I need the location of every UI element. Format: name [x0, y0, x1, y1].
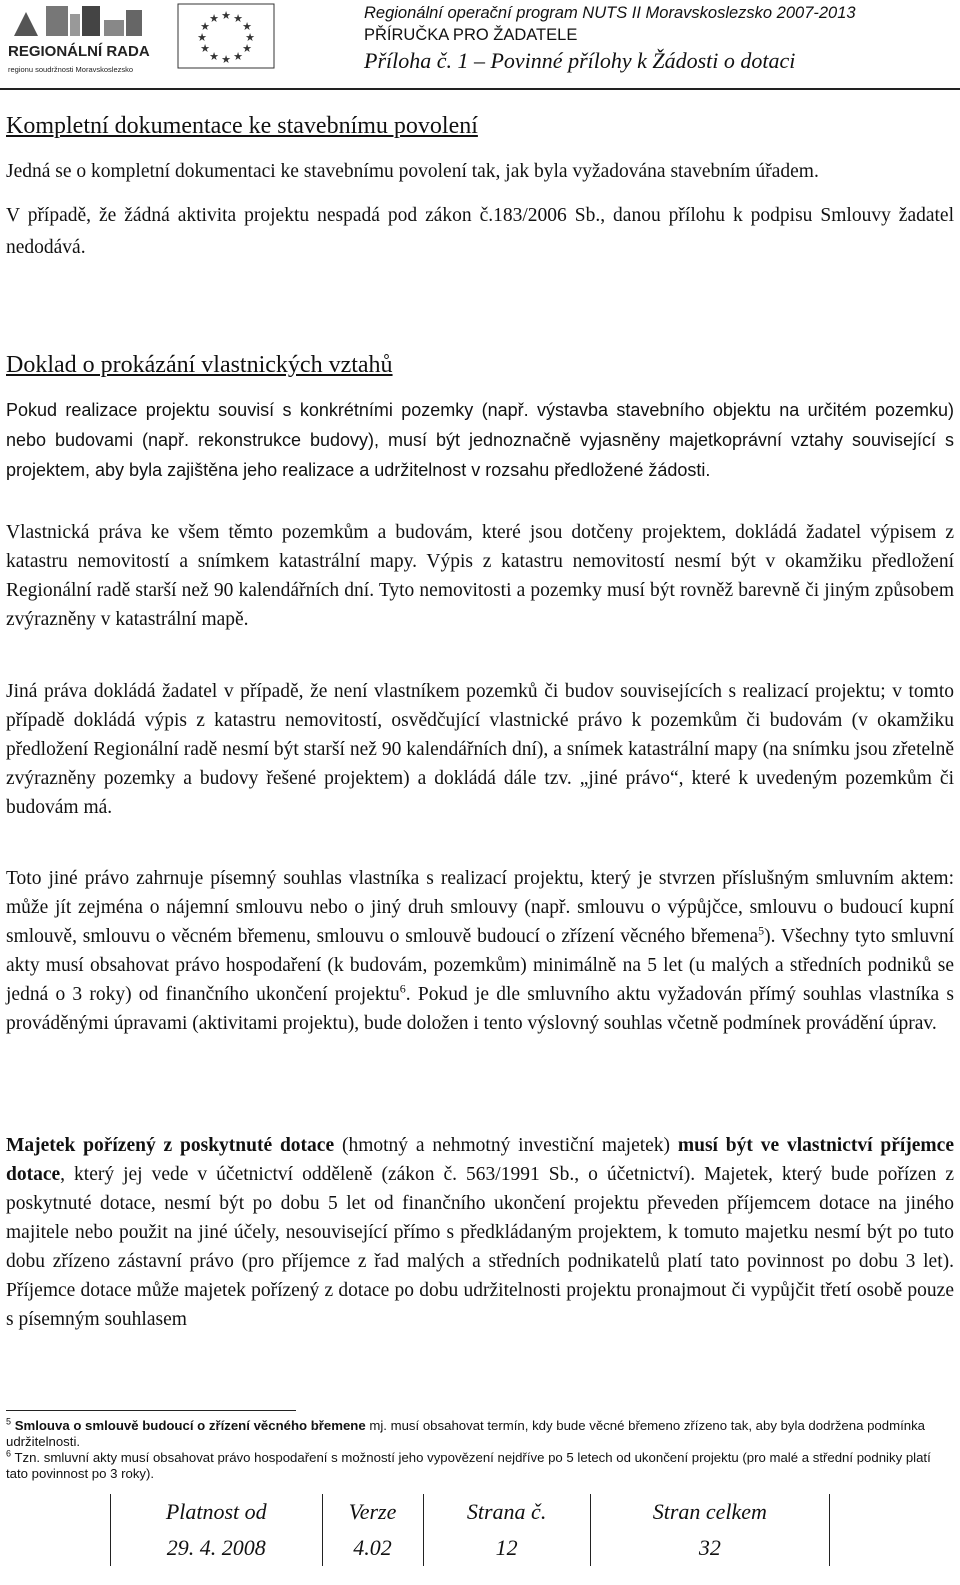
logo-rada-subtitle: regionu soudržnosti Moravskoslezsko	[8, 65, 134, 74]
svg-text:★: ★	[242, 42, 252, 55]
footer-info-table	[110, 1494, 830, 1566]
section-heading: Kompletní dokumentace ke stavebnímu povolení	[6, 113, 478, 139]
svg-text:★: ★	[197, 31, 207, 44]
eu-flag-icon	[176, 2, 276, 70]
footer-label-version: Verze	[322, 1494, 423, 1530]
manual-title: PŘÍRUČKA PRO ŽADATELE	[364, 26, 578, 44]
footnote-ref[interactable]: 6	[399, 981, 406, 996]
svg-text:★: ★	[233, 50, 243, 63]
svg-text:★: ★	[245, 31, 255, 44]
footer-value-page: 12	[423, 1530, 590, 1566]
paragraph: Jiná práva dokládá žadatel v případě, že není vlastníkem pozemků či budov souvisejících s realizací projektu; v tomto případě dokládá výpis z katastru nemovitostí, osvědčující vlastnické právo k pozemkům či budovám (v okamžiku předložení Regionální radě nesmí být starší než 90 kalendářních dní), a snímek katastrální mapy (na snímku jsou zřetelně zvýrazněny pozemky a budovy řešené projektem) a dokládá dále tzv. „jiné právo“, které k uvedeným pozemkům či budovám má.	[6, 681, 954, 818]
footnote-ref[interactable]: 5	[758, 923, 765, 938]
svg-text:★: ★	[221, 9, 231, 22]
paragraph: V případě, že žádná aktivita projektu nespadá pod zákon č.183/2006 Sb., danou přílohu k podpisu Smlouvy žadatel nedodává.	[6, 205, 954, 258]
svg-text:★: ★	[209, 12, 219, 25]
paragraph: Vlastnická práva ke všem těmto pozemkům a budovám, které jsou dotčeny projektem, dokládá žadatel výpisem z katastru nemovitostí a snímkem katastrální mapy. Výpis z katastru nemovitostí nesmí být v okamžiku předložení Regionální radě starší než 90 kalendářních dní. Tyto nemovitosti a pozemky musí být rovněž barevně či jiným způsobem zvýrazněny v katastrální mapě.	[6, 522, 954, 630]
paragraph: Pokud realizace projektu souvisí s konkrétními pozemky (např. výstavba stavebního objektu na určitém pozemku) nebo budovami (např. rekonstrukce budovy), musí být jednoznačně vyjasněny majetkoprávní vztahy související s projektem, aby byla zajištěna jeho realizace a udržitelnost v rozsahu předložené žádosti.	[6, 400, 954, 480]
section-building-permit	[6, 110, 954, 264]
footnote: $^5$ Smlouva o smlouvě budoucí o zřízení věcného břemene mj. musí obsahovat termín, kdy bude věcné břemeno zřízeno tak, aby byla dodržena podmínka udržitelnosti.	[6, 1416, 926, 1449]
logo-rada-title: REGIONÁLNÍ RADA	[8, 43, 150, 60]
footnote: $^6$ Tzn. smluvní akty musí obsahovat právo hospodaření s možností jeho vypovězení nejdříve po 5 letech od ukončení projektu (pro malé a střední podniky platí tato povinnost po 3 roky).	[6, 1448, 931, 1481]
program-title: Regionální operační program NUTS II Moravskoslezsko 2007-2013	[364, 4, 856, 22]
footer-label-page: Strana č.	[423, 1494, 590, 1530]
section-ownership-proof	[6, 349, 954, 485]
appendix-title: Příloha č. 1 – Povinné přílohy k Žádosti o dotaci	[364, 48, 796, 73]
footer-values-row	[111, 1530, 830, 1566]
footer-label-validity: Platnost od	[111, 1494, 323, 1530]
svg-text:★: ★	[221, 53, 231, 66]
footer-value-validity: 29. 4. 2008	[111, 1530, 323, 1566]
section-subsidy-assets	[6, 1131, 954, 1334]
svg-text:★: ★	[209, 50, 219, 63]
logo-regionalni-rada	[8, 6, 158, 76]
section-ownership-body	[6, 518, 954, 634]
section-other-rights-detail	[6, 864, 954, 1038]
paragraph: Majetek pořízený z poskytnuté dotace (hmotný a nehmotný investiční majetek) musí být ve vlastnictví příjemce dotace, který jej vede v účetnictví odděleně (zákon č. 563/1991 Sb., o účetnictví). Majetek, který bude pořízen z poskytnuté dotace, nesmí být po dobu 5 let od finančního ukončení projektu převeden příjemcem dotace na jiného majitele nebo použit na jiné účely, nesouvisející přímo s předkládaným projektem, k tomuto majetku nesmí být po tuto dobu zřízeno zástavní právo (pro příjemce z řad malých a středních podnikatelů platí tato povinnost po dobu 3 let). Příjemce dotace může majetek pořízený z dotace po dobu udržitelnosti projektu pronajmout či vypůjčit třetí osobě pouze s písemným souhlasem	[6, 1135, 954, 1330]
section-heading: Doklad o prokázání vlastnických vztahů	[6, 352, 393, 378]
section-other-rights	[6, 677, 954, 822]
svg-text:★: ★	[242, 20, 252, 33]
svg-text:★: ★	[200, 20, 210, 33]
svg-text:★: ★	[200, 42, 210, 55]
paragraph: Jedná se o kompletní dokumentaci ke stavebnímu povolení tak, jak byla vyžadována stavebním úřadem.	[6, 161, 819, 182]
svg-text:★: ★	[233, 12, 243, 25]
footer-label-total: Stran celkem	[590, 1494, 829, 1530]
footer-labels-row	[111, 1494, 830, 1530]
footnotes	[6, 1418, 952, 1482]
paragraph: Toto jiné právo zahrnuje písemný souhlas vlastníka s realizací projektu, který je stvrzen příslušným smluvním aktem: může jít zejména o nájemní smlouvu nebo o jiný druh smlouvy (např. smlouvu o výpůjčce, smlouvu o budoucí kupní smlouvě, smlouvu o věcném břemenu, smlouvu o smlouvě budoucí o zřízení věcného břemena$^5$). Všechny tyto smluvní akty musí obsahovat právo hospodaření (k budovám, pozemkům) minimálně na 5 let (u malých a středních podniků se jedná o 3 roky) od finančního ukončení projektu$^6$. Pokud je dle smluvního aktu vyžadován přímý souhlas vlastníka s prováděnými úpravami (aktivitami projektu), bude doložen i tento výslovný souhlas včetně podmínek provádění úprav.	[6, 868, 954, 1034]
document-header	[364, 2, 954, 76]
footer-value-version: 4.02	[322, 1530, 423, 1566]
header-divider	[0, 88, 960, 90]
footer-value-total: 32	[590, 1530, 829, 1566]
footnote-divider	[6, 1410, 296, 1411]
